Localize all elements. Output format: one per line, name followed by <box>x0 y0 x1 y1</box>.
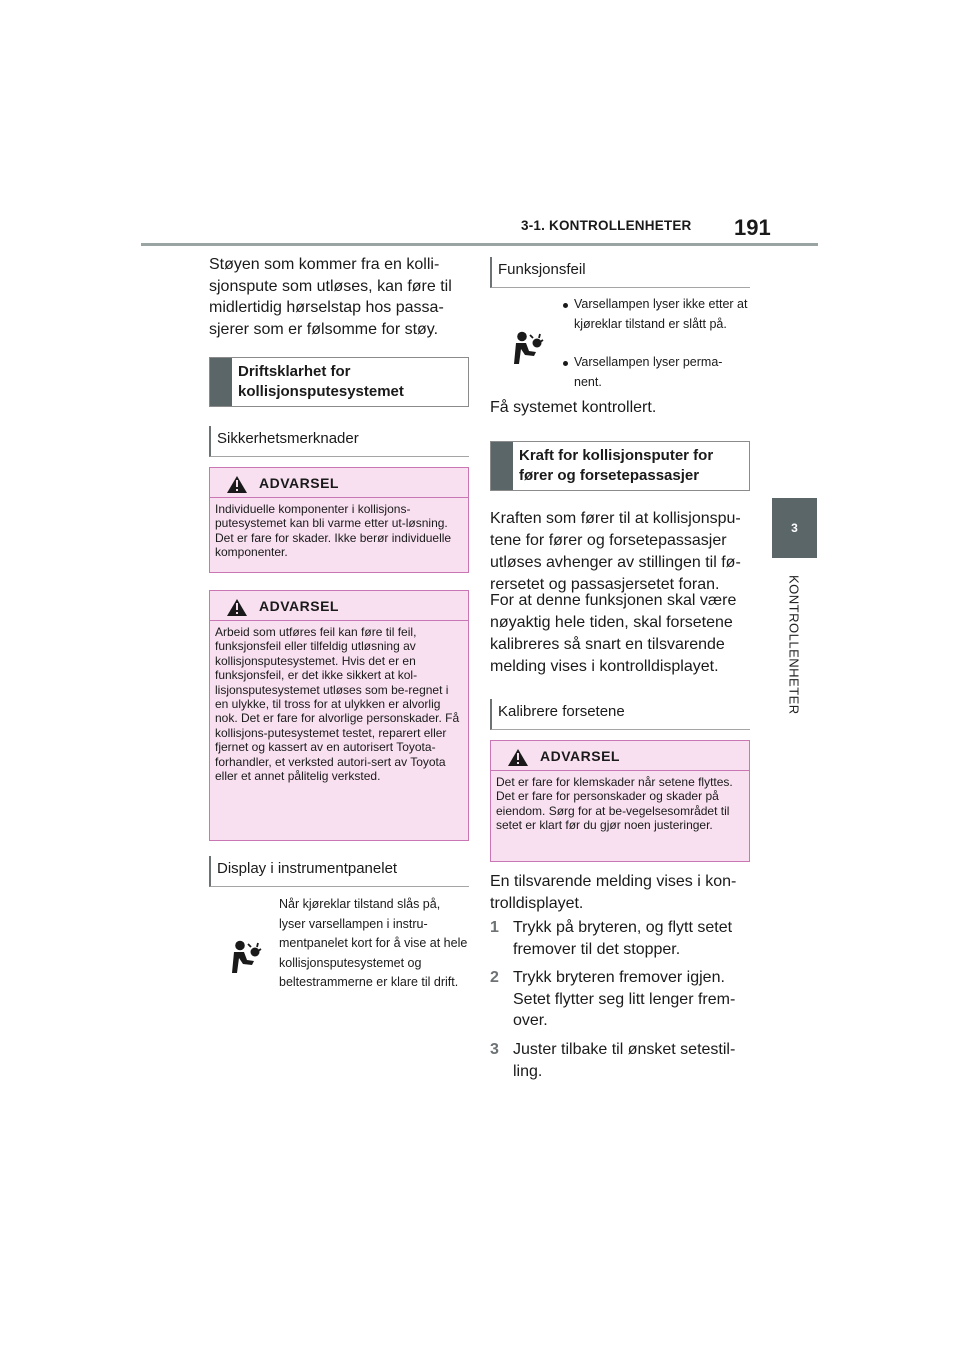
warning-box-2 <box>209 590 469 841</box>
page-number: 191 <box>734 215 771 240</box>
warning-title-bar <box>210 468 468 498</box>
step-item <box>490 1039 752 1082</box>
warning-text: Arbeid som utføres feil kan føre til feil, funksjonsfeil eller tilfeldig utløsning av kollisjonsputesystemet. Hvis det er en funksjonsfeil, er det ikke sikkert at kol-lisjonsputesystemet utløses som be-regnet i en ulykke, til tross for at ulykken er alvorlig nok. Det er fare for alvorlige personskader. Få kollisjons-putesystemet testet, reparert eller fjernet og kassert av en autorisert Toyota-forhandler, et verksted autori-sert av Toyota eller et annet pålitelig verksted. <box>215 625 460 784</box>
heading-bar <box>491 442 513 490</box>
warning-box-3 <box>490 740 750 862</box>
heading-airbag-readiness <box>209 357 469 407</box>
intro-paragraph: Støyen som kommer fra en kolli-sjonspute som utløses, kan føre til midlertidig hørselstap hos passa-sjerer som er følsomme for støy. <box>209 256 452 338</box>
step-number: 2 <box>490 969 499 986</box>
warning-title-bar <box>491 741 749 771</box>
warning-triangle-icon <box>508 749 528 766</box>
airbag-warning-icon <box>228 940 262 974</box>
warning-title: ADVARSEL <box>259 475 339 491</box>
heading-text: Driftsklarhet for kollisjonsputesystemet <box>238 363 404 400</box>
warning-title: ADVARSEL <box>540 748 620 764</box>
chapter-tab[interactable]: 3 <box>772 498 817 558</box>
warning-title-bar <box>210 591 468 621</box>
bullet-item <box>563 295 749 334</box>
subheading-safety-notes: Sikkerhetsmerknader <box>209 426 469 457</box>
section-title: 3-1. KONTROLLENHETER <box>521 218 692 233</box>
step-text: Trykk bryteren fremover igjen. Setet flytter seg litt lenger frem-over. <box>513 969 736 1030</box>
step-text: Trykk på bryteren, og flytt setet fremover til det stopper. <box>513 919 733 958</box>
chapter-label-text: KONTROLLENHETER <box>786 575 802 715</box>
heading-airbag-force <box>490 441 750 491</box>
bullet-text: Varsellampen lyser perma-nent. <box>574 355 723 389</box>
airbag-warning-icon <box>510 331 544 365</box>
step-item <box>490 917 752 960</box>
warning-text: Det er fare for klemskader når setene flyttes. Det er fare for personskader og skader på eiendom. Sørg for at be-vegelsesområdet til setet er klart før du gjør noen justeringer. <box>496 775 733 833</box>
step-item <box>490 967 752 1032</box>
chapter-label <box>768 565 820 725</box>
display-description: Når kjøreklar tilstand slås på, lyser varsellampen i instru-mentpanelet kort for å vise at hele kollisjonsputesystemet og beltestrammerne er klare til drift. <box>279 897 468 990</box>
heading-text: Kraft for kollisjonsputer for fører og forsetepassasjer <box>519 447 714 484</box>
calibration-paragraph: For at denne funksjonen skal være nøyaktig hele tiden, skal forsetene kalibreres så snart en tilsvarende melding vises i kontrolldisplayet. <box>490 592 737 675</box>
warning-title: ADVARSEL <box>259 598 339 614</box>
message-paragraph: En tilsvarende melding vises i kon-trolldisplayet. <box>490 873 737 912</box>
step-number: 3 <box>490 1041 499 1058</box>
subheading-calibrate-seats: Kalibrere forsetene <box>490 699 750 730</box>
step-text: Juster tilbake til ønsket setestil-ling. <box>513 1041 736 1080</box>
warning-triangle-icon <box>227 599 247 616</box>
step-number: 1 <box>490 919 499 936</box>
force-paragraph: Kraften som fører til at kollisjonspu-tene for fører og forsetepassasjer utløses avhenger av stillingen til fø-rersetet og passasjersetet foran. <box>490 510 741 593</box>
bullet-text: Varsellampen lyser ikke etter at kjøreklar tilstand er slått på. <box>574 297 748 331</box>
bullet-dot <box>563 303 568 308</box>
header-divider <box>141 243 818 246</box>
check-system-text: Få systemet kontrollert. <box>490 399 657 416</box>
bullet-item <box>563 353 749 392</box>
bullet-dot <box>563 361 568 366</box>
warning-text: Individuelle komponenter i kollisjons-putesystemet kan bli varme etter ut-løsning. Det er fare for skader. Ikke berør individuelle komponenter. <box>215 502 452 560</box>
warning-triangle-icon <box>227 476 247 493</box>
heading-bar <box>210 358 232 406</box>
subheading-instrument-display: Display i instrumentpanelet <box>209 856 469 887</box>
subheading-malfunction: Funksjonsfeil <box>490 257 750 288</box>
warning-box-1 <box>209 467 469 573</box>
